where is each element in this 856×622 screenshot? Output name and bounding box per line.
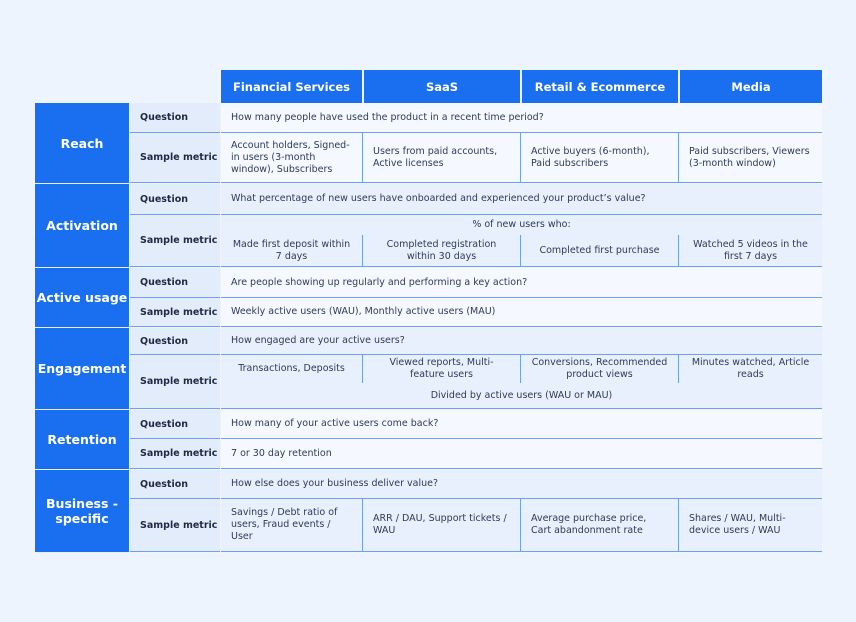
engagement-metric-retail: Conversions, Recommended product views [521,355,679,383]
engagement-metric-media: Minutes watched, Article reads [679,355,822,383]
row-label-sample-metric: Sample metric [130,355,220,409]
reach-question: How many people have used the product in a recent time period? [221,103,822,133]
engagement-metric-financial: Transactions, Deposits [221,355,363,383]
reach-metric-retail: Active buyers (6-month), Paid subscribers [521,133,679,183]
column-header-media: Media [680,70,822,103]
row-label-sample-metric: Sample metric [130,439,220,469]
business-metric-financial: Savings / Debt ratio of users, Fraud events / User [221,499,363,552]
column-header-retail-ecommerce: Retail & Ecommerce [522,70,678,103]
row-label-sample-metric: Sample metric [130,215,220,267]
activation-metric-financial: Made first deposit within 7 days [221,235,363,267]
row-label-question: Question [130,470,220,499]
section-business-specific: Business -specific [35,470,129,553]
column-header-financial-services: Financial Services [221,70,362,103]
business-metric-saas: ARR / DAU, Support tickets / WAU [363,499,521,552]
row-label-question: Question [130,268,220,298]
reach-metric-saas: Users from paid accounts, Active licenses [363,133,521,183]
row-label-sample-metric: Sample metric [130,133,220,183]
business-question: How else does your business deliver value? [221,470,822,499]
row-label-question: Question [130,328,220,355]
row-label-question: Question [130,410,220,439]
row-label-question: Question [130,184,220,215]
activation-metric-header: % of new users who: [221,215,822,235]
business-metric-media: Shares / WAU, Multi-device users / WAU [679,499,822,552]
engagement-metric-saas: Viewed reports, Multi-feature users [363,355,521,383]
activation-question: What percentage of new users have onboarded and experienced your product’s value? [221,184,822,215]
engagement-metric-footer: Divided by active users (WAU or MAU) [221,383,822,409]
activation-metric-retail: Completed first purchase [521,235,679,267]
row-label-sample-metric: Sample metric [130,499,220,552]
active-usage-question: Are people showing up regularly and performing a key action? [221,268,822,298]
business-metric-retail: Average purchase price, Cart abandonment rate [521,499,679,552]
row-label-sample-metric: Sample metric [130,298,220,327]
row-label-question: Question [130,103,220,133]
reach-metric-financial: Account holders, Signed-in users (3-month window), Subscribers [221,133,363,183]
reach-metric-media: Paid subscribers, Viewers (3-month window) [679,133,822,183]
active-usage-metric: Weekly active users (WAU), Monthly active users (MAU) [221,298,822,327]
section-activation: Activation [35,184,129,268]
column-header-saas: SaaS [364,70,520,103]
section-engagement: Engagement [35,328,129,410]
retention-question: How many of your active users come back? [221,410,822,439]
section-reach: Reach [35,103,129,184]
section-active-usage: Active usage [35,268,129,328]
engagement-question: How engaged are your active users? [221,328,822,355]
activation-metric-media: Watched 5 videos in the first 7 days [679,235,822,267]
activation-metric-saas: Completed registration within 30 days [363,235,521,267]
section-retention: Retention [35,410,129,470]
retention-metric: 7 or 30 day retention [221,439,822,469]
